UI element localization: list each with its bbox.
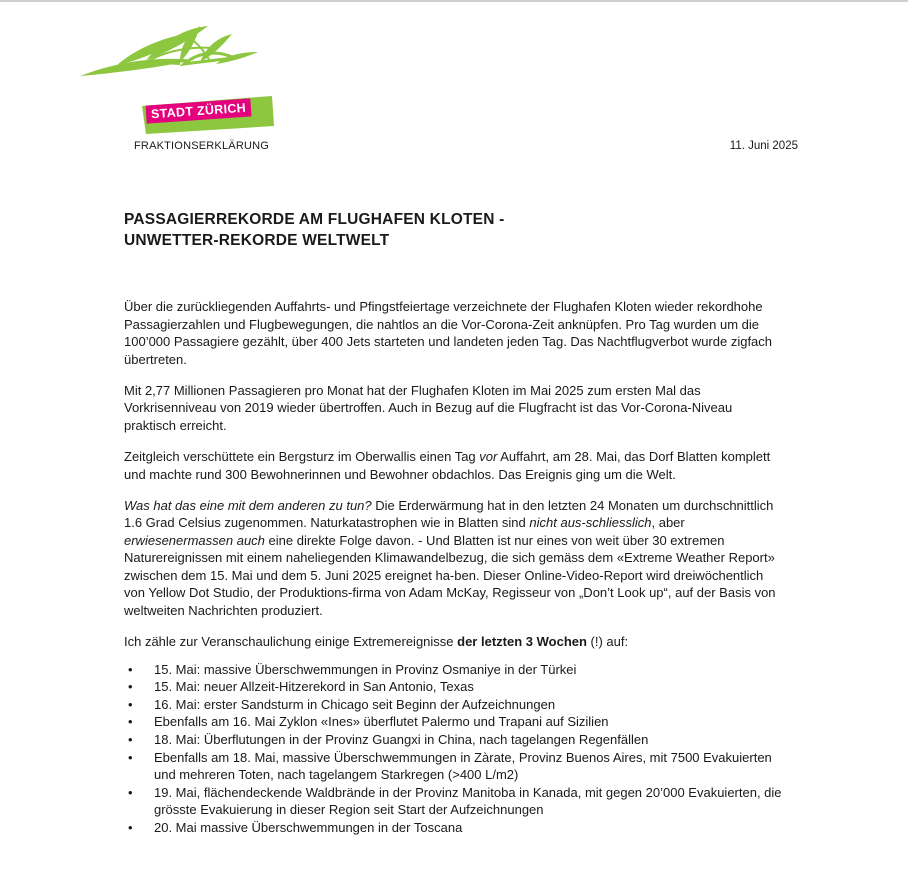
logo-wordmark: GRÜNE — [144, 66, 259, 101]
list-item — [124, 731, 784, 749]
list-item — [124, 784, 784, 819]
logo-subtitle: STADT ZÜRICH — [146, 98, 252, 123]
bullet-icon: • — [128, 749, 133, 765]
document-body — [124, 298, 784, 837]
paragraph-4-text-a: Die Erderwärmung hat in den letzten 24 Monaten um durchschnittlich 1.6 Grad Celsius zugenommen. Naturkatastrophen wie in Blatten sind — [124, 497, 774, 531]
list-item-text: 20. Mai massive Überschwemmungen in der Toscana — [154, 820, 463, 835]
paragraph-2: Mit 2,77 Millionen Passagieren pro Monat hat der Flughafen Kloten im Mai 2025 zum ersten Mal das Vorkrisenniveau von 2019 wieder übertroffen. Auch in Bezug auf die Flugfracht ist das Vor-Corona-Niveau praktisch erreicht. — [124, 382, 733, 433]
paragraph-1: Über die zurückliegenden Auffahrts- und Pfingstfeiertage verzeichnete der Flughafen Kloten wieder rekordhohe Passagierzahlen und Flugbewegungen, die nahtlos an die Vor-Corona-Zeit anknüpfen. Pro Tag wurden um die 100’000 Passagiere gezählt, über 400 Jets starteten und landeten jeden Tag. Das Nachtflugverbot wurde zigfach übertreten. — [124, 299, 773, 367]
document-title — [124, 209, 504, 251]
list-item-text: 18. Mai: Überflutungen in der Provinz Guangxi in China, nach tagelangen Regenfällen — [154, 732, 649, 748]
title-line-2: UNWETTER-REKORDE WELTWELT — [124, 232, 390, 249]
list-item — [124, 661, 784, 679]
bullet-icon: • — [128, 820, 133, 835]
list-item — [124, 678, 784, 696]
bullet-icon: • — [128, 732, 133, 748]
list-item — [124, 696, 784, 714]
bullet-icon: • — [128, 661, 133, 677]
logo — [76, 22, 286, 134]
paragraph-4-text-b: , aber — [651, 515, 685, 531]
bullet-icon: • — [128, 714, 133, 730]
list-item — [124, 819, 784, 837]
list-item-text: Ebenfalls am 18. Mai, massive Überschwemmungen in Zàrate, Provinz Buenos Aires, mit 7500 Evakuierten und mehreren Toten, nach tagelangem Starkregen (>400 L/m2) — [154, 749, 772, 783]
bullet-icon: • — [128, 784, 133, 800]
list-item-text: 16. Mai: erster Sandsturm in Chicago seit Beginn der Aufzeichnungen — [154, 696, 556, 712]
paragraph-5-text-b: (!) auf: — [586, 634, 629, 650]
paragraph-4-italic-c: erwiesenermassen auch — [124, 532, 265, 548]
paragraph-4-italic-b: nicht aus-schliesslich — [529, 515, 652, 531]
list-item — [124, 713, 784, 731]
paragraph-5-bold: der letzten 3 Wochen — [457, 634, 587, 650]
paragraph-3-text-a: Zeitgleich verschüttete ein Bergsturz im Oberwallis einen Tag — [124, 448, 480, 464]
paragraph-3-italic: vor — [479, 448, 498, 464]
list-item — [124, 749, 784, 784]
paragraph-4-text-c: eine direkte Folge davon. - Und Blatten ist nur eines von weit über 30 extremen Naturereignissen mit einem naheliegenden Klimawandelbezug, die sich gemäss dem «Extreme Weather Report» zwischen dem 15. Mai und dem 5. Juni 2025 ereignet ha-ben. Dieser Online-Video-Report wird dreiwöchentlich von Yellow Dot Studio, der Produktions-firma von Adam McKay, Regisseur von „Don’t Look up“, auf der Basis von weltweiten Nachrichten produziert. — [124, 532, 776, 619]
paragraph-4 — [124, 497, 784, 620]
paragraph-4-italic-question: Was hat das eine mit dem anderen zu tun? — [124, 497, 372, 513]
paragraph-5 — [124, 633, 784, 651]
top-border — [0, 0, 908, 2]
list-item-text: 19. Mai, flächendeckende Waldbrände in der Provinz Manitoba in Kanada, mit gegen 20’000 Evakuierten, die grösste Evakuierung in dieser Region seit Start der Aufzeichnungen — [154, 784, 782, 818]
list-item-text: Ebenfalls am 16. Mai Zyklon «Ines» überflutet Palermo und Trapani auf Sizilien — [154, 714, 609, 730]
paragraph-5-text-a: Ich zähle zur Veranschaulichung einige Extremereignisse — [124, 634, 458, 650]
list-item-text: 15. Mai: massive Überschwemmungen in Provinz Osmaniye in der Türkei — [154, 661, 577, 677]
title-line-1: PASSAGIERREKORDE AM FLUGHAFEN KLOTEN - — [124, 211, 505, 228]
document-type: FRAKTIONSERKLÄRUNG — [134, 140, 270, 152]
document-date: 11. Juni 2025 — [729, 140, 798, 152]
events-list — [124, 661, 784, 837]
paragraph-3 — [124, 448, 784, 483]
bullet-icon: • — [128, 696, 133, 712]
bullet-icon: • — [128, 679, 133, 695]
list-item-text: 15. Mai: neuer Allzeit-Hitzerekord in San Antonio, Texas — [154, 679, 474, 695]
paragraph-3-text-b: Auffahrt, am 28. Mai, das Dorf Blatten komplett und machte rund 300 Bewohnerinnen und Bewohner obdachlos. Das Ereignis ging um die Welt. — [124, 448, 771, 482]
